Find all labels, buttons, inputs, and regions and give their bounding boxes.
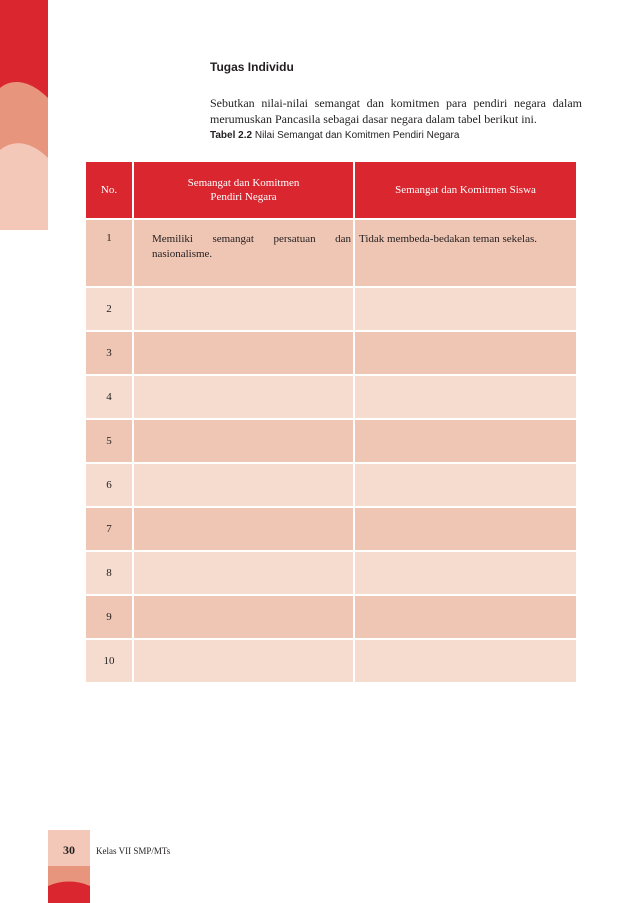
student-commitment-cell: [354, 419, 576, 463]
footer-text: Kelas VII SMP/MTs: [96, 846, 171, 856]
founders-commitment-cell: [133, 331, 354, 375]
founders-commitment-cell: [133, 375, 354, 419]
founders-commitment-cell: [133, 287, 354, 331]
row-number: 2: [86, 287, 133, 331]
table-row: [86, 507, 576, 551]
founders-commitment-cell: [133, 595, 354, 639]
row-number: 8: [86, 551, 133, 595]
founders-commitment-cell: [133, 463, 354, 507]
row-number: 10: [86, 639, 133, 683]
table-caption: [210, 130, 459, 141]
values-table: [86, 162, 576, 684]
table-row: [86, 331, 576, 375]
student-commitment-cell: [354, 639, 576, 683]
student-commitment-cell: [354, 287, 576, 331]
row-number: 7: [86, 507, 133, 551]
row-number: 4: [86, 375, 133, 419]
student-commitment-cell: [354, 375, 576, 419]
student-commitment-cell: [354, 331, 576, 375]
table-row: [86, 639, 576, 683]
student-commitment-cell: [354, 463, 576, 507]
instruction-text: Sebutkan nilai-nilai semangat dan komitmen para pendiri negara dalam merumuskan Pancasila sebagai dasar negara dalam tabel berikut ini.: [210, 96, 582, 126]
header-founders-commitment: Semangat dan Komitmen Pendiri Negara: [133, 162, 354, 219]
table-row: [86, 375, 576, 419]
table-row: [86, 287, 576, 331]
header-student-commitment: Semangat dan Komitmen Siswa: [354, 162, 576, 219]
table-row: [86, 463, 576, 507]
table-row: [86, 219, 576, 287]
table-row: [86, 595, 576, 639]
row-number: 5: [86, 419, 133, 463]
founders-commitment-cell: [133, 551, 354, 595]
table-row: [86, 419, 576, 463]
caption-label: Tabel 2.2: [210, 130, 253, 141]
founders-commitment-cell: [133, 507, 354, 551]
page-number: 30: [63, 843, 75, 857]
side-decoration: [0, 0, 48, 230]
footer-decoration: [0, 830, 90, 903]
founders-commitment-cell: [133, 639, 354, 683]
table-row: [86, 551, 576, 595]
row-number: 3: [86, 331, 133, 375]
student-commitment-cell: [354, 507, 576, 551]
founders-commitment-cell: Memiliki semangat persatuan dan nasionalisme.: [133, 219, 354, 287]
row-number: 6: [86, 463, 133, 507]
founders-commitment-cell: [133, 419, 354, 463]
row-number: 1: [86, 219, 133, 287]
caption-text: Nilai Semangat dan Komitmen Pendiri Negara: [254, 130, 460, 141]
header-no: No.: [86, 162, 133, 219]
row-number: 9: [86, 595, 133, 639]
student-commitment-cell: Tidak membeda-bedakan teman sekelas.: [354, 219, 576, 287]
section-heading: Tugas Individu: [210, 60, 294, 74]
student-commitment-cell: [354, 551, 576, 595]
student-commitment-cell: [354, 595, 576, 639]
